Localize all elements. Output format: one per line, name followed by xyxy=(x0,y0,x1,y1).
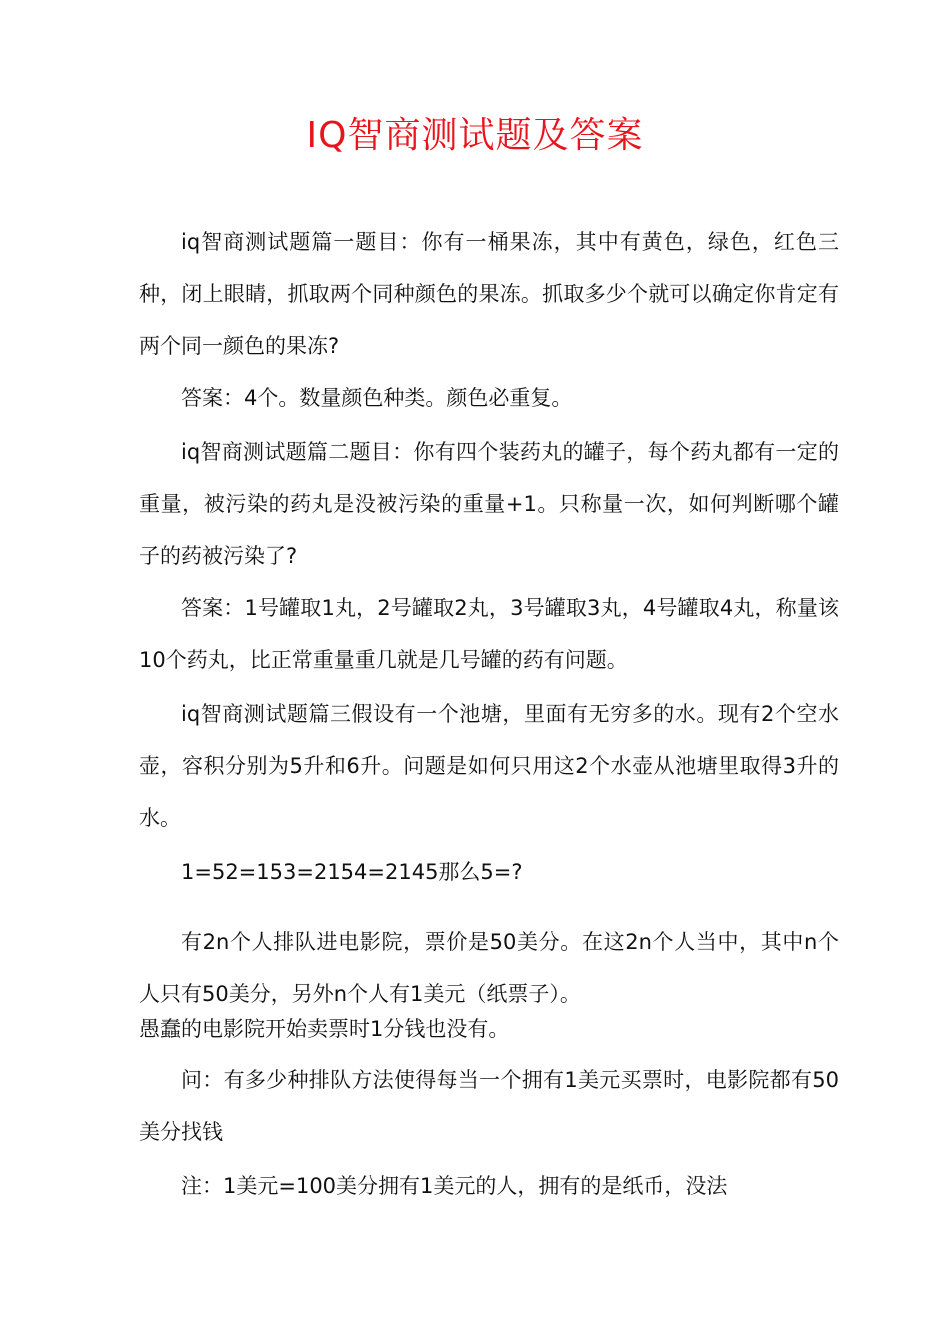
paragraph-cinema-queue: 有2n个人排队进电影院，票价是50美分。在这2n个人当中，其中n个人只有50美分，另外n个人有1美元（纸票子）。 xyxy=(139,930,839,1006)
paragraph-sequence-puzzle: 1=52=153=2154=2145那么5=? xyxy=(181,860,523,884)
paragraph-cinema-question: 问：有多少种排队方法使得每当一个拥有1美元买票时，电影院都有50美分找钱 xyxy=(139,1068,839,1144)
paragraph-answer-1: 答案：4个。数量颜色种类。颜色必重复。 xyxy=(181,386,573,410)
paragraph-question-2: iq智商测试题篇二题目：你有四个装药丸的罐子，每个药丸都有一定的重量，被污染的药丸是没被污染的重量+1。只称量一次，如何判断哪个罐子的药被污染了? xyxy=(139,440,839,568)
paragraph-answer-2: 答案：1号罐取1丸，2号罐取2丸，3号罐取3丸，4号罐取4丸，称量该10个药丸，比正常重量重几就是几号罐的药有问题。 xyxy=(139,596,839,672)
paragraph-question-3: iq智商测试题篇三假设有一个池塘，里面有无穷多的水。现有2个空水壶，容积分别为5升和6升。问题是如何只用这2个水壶从池塘里取得3升的水。 xyxy=(139,702,839,830)
paragraph-question-1: iq智商测试题篇一题目：你有一桶果冻，其中有黄色，绿色，红色三种，闭上眼睛，抓取两个同种颜色的果冻。抓取多少个就可以确定你肯定有两个同一颜色的果冻? xyxy=(139,230,839,358)
paragraph-cinema-note: 注：1美元=100美分拥有1美元的人，拥有的是纸币，没法 xyxy=(181,1174,728,1198)
paragraph-cinema-no-change: 愚蠢的电影院开始卖票时1分钱也没有。 xyxy=(139,1017,510,1041)
document-title: IQ智商测试题及答案 xyxy=(306,115,644,156)
